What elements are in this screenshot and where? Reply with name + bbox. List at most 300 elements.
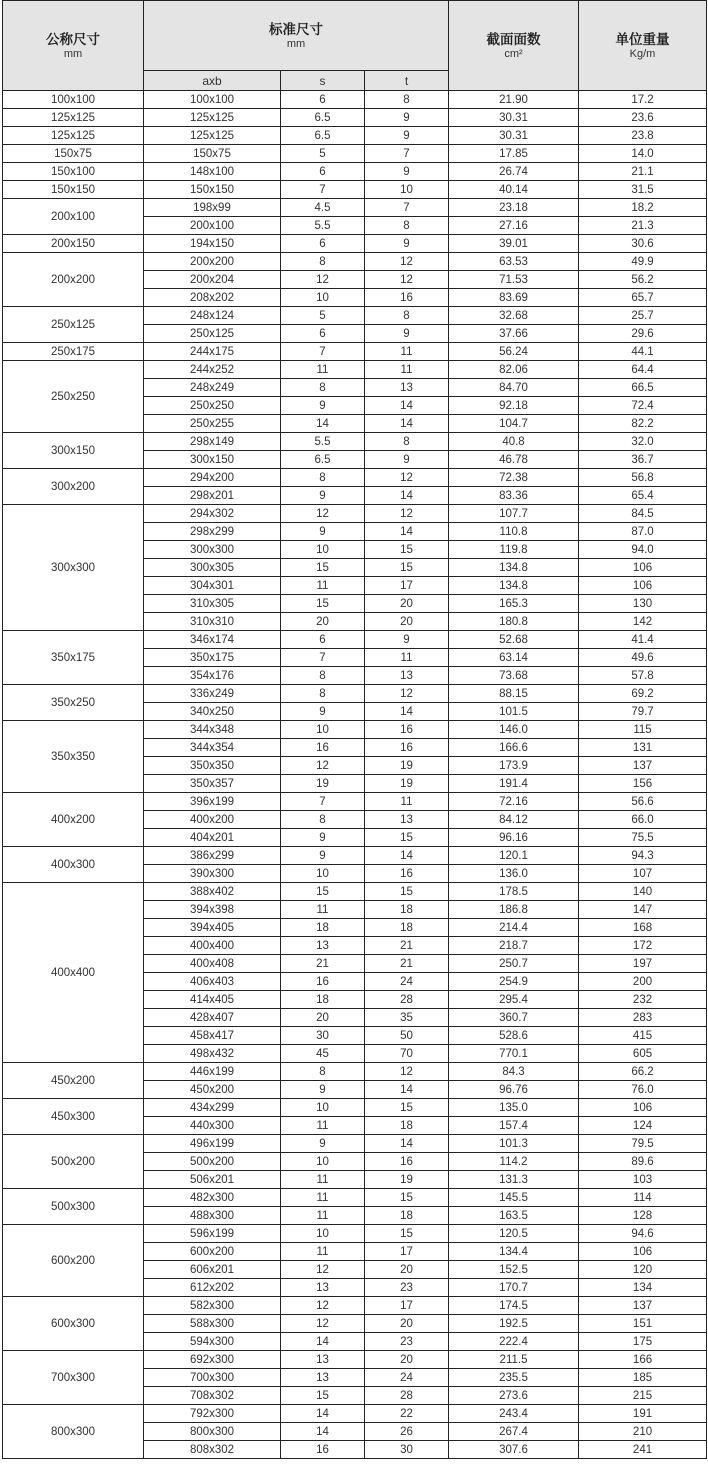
nominal-size-cell: 150x75: [3, 145, 144, 163]
s-cell: 13: [281, 1279, 365, 1297]
table-row: [3, 685, 707, 703]
area-cell: 120.5: [449, 1225, 579, 1243]
t-cell: 16: [365, 289, 449, 307]
axb-cell: 354x176: [144, 667, 281, 685]
table-row: [3, 181, 707, 199]
table-row: [3, 1189, 707, 1207]
axb-column-header: axb: [144, 71, 281, 91]
weight-cell: 89.6: [579, 1153, 707, 1171]
area-cell: 528.6: [449, 1027, 579, 1045]
table-row: [3, 127, 707, 145]
table-row: [3, 847, 707, 865]
axb-cell: 406x403: [144, 973, 281, 991]
s-cell: 8: [281, 379, 365, 397]
axb-cell: 250x125: [144, 325, 281, 343]
axb-cell: 394x405: [144, 919, 281, 937]
t-cell: 15: [365, 883, 449, 901]
t-cell: 19: [365, 775, 449, 793]
weight-cell: 168: [579, 919, 707, 937]
table-row: [3, 1297, 707, 1315]
nominal-size-cell: 150x100: [3, 163, 144, 181]
nominal-size-cell: 200x200: [3, 253, 144, 307]
axb-cell: 244x175: [144, 343, 281, 361]
weight-cell: 25.7: [579, 307, 707, 325]
s-cell: 19: [281, 775, 365, 793]
t-cell: 14: [365, 847, 449, 865]
t-cell: 12: [365, 469, 449, 487]
t-cell: 18: [365, 919, 449, 937]
area-cell: 73.68: [449, 667, 579, 685]
axb-cell: 298x201: [144, 487, 281, 505]
t-cell: 14: [365, 523, 449, 541]
t-cell: 11: [365, 361, 449, 379]
area-cell: 222.4: [449, 1333, 579, 1351]
t-cell: 30: [365, 1441, 449, 1459]
s-cell: 6.5: [281, 127, 365, 145]
area-cell: 32.68: [449, 307, 579, 325]
axb-cell: 700x300: [144, 1369, 281, 1387]
s-cell: 10: [281, 865, 365, 883]
weight-cell: 120: [579, 1261, 707, 1279]
weight-cell: 241: [579, 1441, 707, 1459]
t-cell: 18: [365, 1207, 449, 1225]
weight-cell: 94.0: [579, 541, 707, 559]
s-cell: 10: [281, 541, 365, 559]
axb-cell: 588x300: [144, 1315, 281, 1333]
axb-cell: 808x302: [144, 1441, 281, 1459]
table-row: [3, 433, 707, 451]
weight-cell: 49.6: [579, 649, 707, 667]
axb-cell: 596x199: [144, 1225, 281, 1243]
table-row: [3, 1351, 707, 1369]
axb-cell: 800x300: [144, 1423, 281, 1441]
nominal-size-cell: 250x175: [3, 343, 144, 361]
nominal-size-cell: 300x150: [3, 433, 144, 469]
area-cell: 186.8: [449, 901, 579, 919]
axb-cell: 298x149: [144, 433, 281, 451]
table-body: [3, 91, 707, 1459]
t-cell: 18: [365, 1117, 449, 1135]
nominal-size-cell: 200x100: [3, 199, 144, 235]
table-row: [3, 199, 707, 217]
t-cell: 15: [365, 829, 449, 847]
weight-cell: 21.1: [579, 163, 707, 181]
s-cell: 10: [281, 1225, 365, 1243]
s-cell: 13: [281, 937, 365, 955]
axb-cell: 450x200: [144, 1081, 281, 1099]
area-cell: 72.38: [449, 469, 579, 487]
s-cell: 8: [281, 1063, 365, 1081]
area-cell: 136.0: [449, 865, 579, 883]
s-cell: 9: [281, 397, 365, 415]
t-cell: 8: [365, 307, 449, 325]
axb-cell: 488x300: [144, 1207, 281, 1225]
area-cell: 110.8: [449, 523, 579, 541]
area-cell: 165.3: [449, 595, 579, 613]
weight-cell: 191: [579, 1405, 707, 1423]
weight-cell: 140: [579, 883, 707, 901]
axb-cell: 390x300: [144, 865, 281, 883]
s-cell: 20: [281, 613, 365, 631]
t-cell: 24: [365, 973, 449, 991]
axb-cell: 482x300: [144, 1189, 281, 1207]
axb-cell: 250x255: [144, 415, 281, 433]
s-cell: 12: [281, 1261, 365, 1279]
area-cell: 360.7: [449, 1009, 579, 1027]
weight-cell: 151: [579, 1315, 707, 1333]
area-cell: 56.24: [449, 343, 579, 361]
weight-cell: 75.5: [579, 829, 707, 847]
s-cell: 10: [281, 289, 365, 307]
t-cell: 16: [365, 1153, 449, 1171]
weight-cell: 128: [579, 1207, 707, 1225]
section-area-header: 截面面数 cm²: [449, 1, 579, 91]
weight-cell: 232: [579, 991, 707, 1009]
area-cell: 101.5: [449, 703, 579, 721]
s-cell: 10: [281, 1099, 365, 1117]
axb-cell: 400x408: [144, 955, 281, 973]
nominal-size-cell: 125x125: [3, 127, 144, 145]
t-cell: 20: [365, 595, 449, 613]
area-cell: 71.53: [449, 271, 579, 289]
area-cell: 173.9: [449, 757, 579, 775]
table-row: [3, 235, 707, 253]
axb-cell: 458x417: [144, 1027, 281, 1045]
nominal-size-cell: 700x300: [3, 1351, 144, 1405]
axb-cell: 600x200: [144, 1243, 281, 1261]
s-cell: 6: [281, 163, 365, 181]
table-row: [3, 721, 707, 739]
s-cell: 21: [281, 955, 365, 973]
t-cell: 7: [365, 199, 449, 217]
weight-cell: 94.6: [579, 1225, 707, 1243]
s-cell: 11: [281, 1171, 365, 1189]
weight-cell: 415: [579, 1027, 707, 1045]
t-cell: 19: [365, 757, 449, 775]
s-cell: 6: [281, 631, 365, 649]
area-cell: 39.01: [449, 235, 579, 253]
t-cell: 19: [365, 1171, 449, 1189]
t-cell: 17: [365, 577, 449, 595]
s-cell: 9: [281, 829, 365, 847]
axb-cell: 194x150: [144, 235, 281, 253]
area-cell: 770.1: [449, 1045, 579, 1063]
nominal-size-cell: 500x300: [3, 1189, 144, 1225]
t-cell: 14: [365, 703, 449, 721]
s-cell: 8: [281, 811, 365, 829]
weight-cell: 56.6: [579, 793, 707, 811]
axb-cell: 294x302: [144, 505, 281, 523]
area-cell: 119.8: [449, 541, 579, 559]
area-cell: 178.5: [449, 883, 579, 901]
t-cell: 13: [365, 667, 449, 685]
t-cell: 15: [365, 1189, 449, 1207]
area-cell: 21.90: [449, 91, 579, 109]
weight-cell: 106: [579, 1099, 707, 1117]
weight-cell: 14.0: [579, 145, 707, 163]
s-cell: 14: [281, 1423, 365, 1441]
area-cell: 146.0: [449, 721, 579, 739]
axb-cell: 414x405: [144, 991, 281, 1009]
axb-cell: 304x301: [144, 577, 281, 595]
table-row: [3, 253, 707, 271]
t-cell: 9: [365, 235, 449, 253]
t-cell: 9: [365, 163, 449, 181]
area-cell: 83.69: [449, 289, 579, 307]
weight-cell: 82.2: [579, 415, 707, 433]
t-cell: 35: [365, 1009, 449, 1027]
t-cell: 17: [365, 1243, 449, 1261]
s-cell: 9: [281, 1081, 365, 1099]
t-cell: 28: [365, 991, 449, 1009]
t-cell: 10: [365, 181, 449, 199]
s-cell: 7: [281, 793, 365, 811]
t-cell: 9: [365, 451, 449, 469]
table-header: [3, 1, 707, 91]
s-cell: 12: [281, 1315, 365, 1333]
weight-cell: 200: [579, 973, 707, 991]
area-cell: 107.7: [449, 505, 579, 523]
s-cell: 45: [281, 1045, 365, 1063]
t-cell: 17: [365, 1297, 449, 1315]
steel-spec-table: [2, 0, 707, 1459]
nominal-size-cell: 350x175: [3, 631, 144, 685]
s-cell: 12: [281, 1297, 365, 1315]
t-cell: 16: [365, 721, 449, 739]
table-row: [3, 883, 707, 901]
weight-cell: 166: [579, 1351, 707, 1369]
area-cell: 40.14: [449, 181, 579, 199]
weight-cell: 172: [579, 937, 707, 955]
weight-cell: 124: [579, 1117, 707, 1135]
axb-cell: 400x200: [144, 811, 281, 829]
axb-cell: 792x300: [144, 1405, 281, 1423]
axb-cell: 200x204: [144, 271, 281, 289]
axb-cell: 100x100: [144, 91, 281, 109]
t-cell: 18: [365, 901, 449, 919]
table-row: [3, 793, 707, 811]
s-cell: 12: [281, 757, 365, 775]
nominal-size-cell: 500x200: [3, 1135, 144, 1189]
t-cell: 12: [365, 505, 449, 523]
weight-cell: 64.4: [579, 361, 707, 379]
table-row: [3, 91, 707, 109]
area-cell: 114.2: [449, 1153, 579, 1171]
area-cell: 170.7: [449, 1279, 579, 1297]
area-cell: 180.8: [449, 613, 579, 631]
t-cell: 8: [365, 91, 449, 109]
area-cell: 273.6: [449, 1387, 579, 1405]
axb-cell: 350x357: [144, 775, 281, 793]
area-cell: 82.06: [449, 361, 579, 379]
area-cell: 134.4: [449, 1243, 579, 1261]
weight-cell: 283: [579, 1009, 707, 1027]
axb-cell: 692x300: [144, 1351, 281, 1369]
t-cell: 70: [365, 1045, 449, 1063]
t-cell: 22: [365, 1405, 449, 1423]
axb-cell: 208x202: [144, 289, 281, 307]
axb-cell: 388x402: [144, 883, 281, 901]
s-cell: 9: [281, 703, 365, 721]
nominal-size-cell: 150x150: [3, 181, 144, 199]
s-cell: 9: [281, 1135, 365, 1153]
area-cell: 267.4: [449, 1423, 579, 1441]
weight-cell: 106: [579, 577, 707, 595]
area-cell: 84.70: [449, 379, 579, 397]
s-cell: 7: [281, 343, 365, 361]
axb-cell: 346x174: [144, 631, 281, 649]
s-cell: 11: [281, 1243, 365, 1261]
s-cell: 6.5: [281, 451, 365, 469]
area-cell: 235.5: [449, 1369, 579, 1387]
weight-cell: 107: [579, 865, 707, 883]
weight-cell: 36.7: [579, 451, 707, 469]
area-cell: 145.5: [449, 1189, 579, 1207]
weight-cell: 137: [579, 1297, 707, 1315]
weight-cell: 44.1: [579, 343, 707, 361]
weight-cell: 76.0: [579, 1081, 707, 1099]
s-column-header: s: [281, 71, 365, 91]
t-cell: 9: [365, 109, 449, 127]
s-cell: 16: [281, 1441, 365, 1459]
axb-cell: 148x100: [144, 163, 281, 181]
weight-cell: 131: [579, 739, 707, 757]
area-cell: 23.18: [449, 199, 579, 217]
s-cell: 11: [281, 1207, 365, 1225]
area-cell: 166.6: [449, 739, 579, 757]
t-cell: 26: [365, 1423, 449, 1441]
area-cell: 152.5: [449, 1261, 579, 1279]
area-cell: 84.3: [449, 1063, 579, 1081]
area-cell: 218.7: [449, 937, 579, 955]
t-cell: 14: [365, 1081, 449, 1099]
axb-cell: 300x305: [144, 559, 281, 577]
t-cell: 12: [365, 685, 449, 703]
weight-cell: 134: [579, 1279, 707, 1297]
weight-cell: 156: [579, 775, 707, 793]
t-cell: 16: [365, 739, 449, 757]
axb-cell: 434x299: [144, 1099, 281, 1117]
t-cell: 14: [365, 397, 449, 415]
s-cell: 14: [281, 1333, 365, 1351]
s-cell: 13: [281, 1369, 365, 1387]
weight-cell: 103: [579, 1171, 707, 1189]
axb-cell: 498x432: [144, 1045, 281, 1063]
weight-cell: 87.0: [579, 523, 707, 541]
weight-cell: 197: [579, 955, 707, 973]
area-cell: 63.53: [449, 253, 579, 271]
t-cell: 23: [365, 1333, 449, 1351]
t-cell: 21: [365, 937, 449, 955]
nominal-size-cell: 250x125: [3, 307, 144, 343]
t-column-header: t: [365, 71, 449, 91]
weight-cell: 94.3: [579, 847, 707, 865]
t-cell: 15: [365, 541, 449, 559]
axb-cell: 336x249: [144, 685, 281, 703]
area-cell: 83.36: [449, 487, 579, 505]
t-cell: 24: [365, 1369, 449, 1387]
nominal-size-cell: 350x350: [3, 721, 144, 793]
weight-cell: 175: [579, 1333, 707, 1351]
t-cell: 13: [365, 811, 449, 829]
t-cell: 14: [365, 1135, 449, 1153]
weight-cell: 106: [579, 559, 707, 577]
t-cell: 14: [365, 487, 449, 505]
area-cell: 211.5: [449, 1351, 579, 1369]
weight-cell: 215: [579, 1387, 707, 1405]
s-cell: 6: [281, 91, 365, 109]
weight-cell: 210: [579, 1423, 707, 1441]
table-row: [3, 109, 707, 127]
t-cell: 7: [365, 145, 449, 163]
s-cell: 11: [281, 361, 365, 379]
nominal-size-cell: 300x200: [3, 469, 144, 505]
s-cell: 7: [281, 181, 365, 199]
weight-cell: 115: [579, 721, 707, 739]
area-cell: 46.78: [449, 451, 579, 469]
area-cell: 26.74: [449, 163, 579, 181]
weight-cell: 57.8: [579, 667, 707, 685]
weight-cell: 23.6: [579, 109, 707, 127]
weight-cell: 41.4: [579, 631, 707, 649]
s-cell: 11: [281, 901, 365, 919]
area-cell: 30.31: [449, 127, 579, 145]
area-cell: 134.8: [449, 559, 579, 577]
area-cell: 88.15: [449, 685, 579, 703]
weight-cell: 79.7: [579, 703, 707, 721]
area-cell: 243.4: [449, 1405, 579, 1423]
axb-cell: 394x398: [144, 901, 281, 919]
area-cell: 63.14: [449, 649, 579, 667]
axb-cell: 428x407: [144, 1009, 281, 1027]
weight-cell: 66.0: [579, 811, 707, 829]
axb-cell: 396x199: [144, 793, 281, 811]
s-cell: 14: [281, 1405, 365, 1423]
area-cell: 17.85: [449, 145, 579, 163]
weight-cell: 72.4: [579, 397, 707, 415]
area-cell: 174.5: [449, 1297, 579, 1315]
area-cell: 214.4: [449, 919, 579, 937]
nominal-size-cell: 400x200: [3, 793, 144, 847]
standard-size-header: 标准尺寸 mm: [144, 1, 449, 71]
s-cell: 8: [281, 253, 365, 271]
axb-cell: 506x201: [144, 1171, 281, 1189]
s-cell: 8: [281, 469, 365, 487]
t-cell: 28: [365, 1387, 449, 1405]
axb-cell: 440x300: [144, 1117, 281, 1135]
weight-cell: 79.5: [579, 1135, 707, 1153]
s-cell: 16: [281, 739, 365, 757]
s-cell: 12: [281, 271, 365, 289]
area-cell: 101.3: [449, 1135, 579, 1153]
axb-cell: 350x350: [144, 757, 281, 775]
axb-cell: 125x125: [144, 109, 281, 127]
s-cell: 15: [281, 559, 365, 577]
weight-cell: 69.2: [579, 685, 707, 703]
s-cell: 11: [281, 1189, 365, 1207]
table-row: [3, 469, 707, 487]
nominal-size-cell: 600x300: [3, 1297, 144, 1351]
weight-cell: 66.5: [579, 379, 707, 397]
nominal-size-cell: 400x300: [3, 847, 144, 883]
area-cell: 27.16: [449, 217, 579, 235]
table-row: [3, 343, 707, 361]
area-cell: 307.6: [449, 1441, 579, 1459]
weight-cell: 130: [579, 595, 707, 613]
weight-cell: 56.8: [579, 469, 707, 487]
t-cell: 11: [365, 343, 449, 361]
t-cell: 9: [365, 325, 449, 343]
